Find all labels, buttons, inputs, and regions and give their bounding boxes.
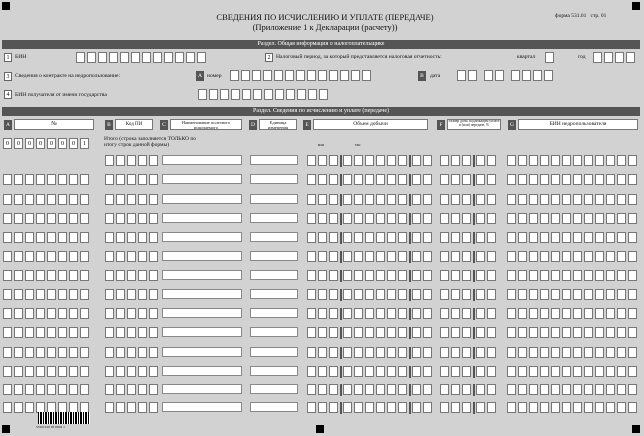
share-fraction-input[interactable] <box>476 213 498 224</box>
year-label: год <box>578 54 586 60</box>
row-number-digit: 0 <box>25 138 34 149</box>
volume-input[interactable] <box>343 270 409 281</box>
decimal-separator <box>473 327 475 339</box>
user-bin-input[interactable] <box>507 174 639 185</box>
unit-input[interactable] <box>250 155 298 165</box>
unit-input[interactable] <box>250 174 298 184</box>
share-fraction-input[interactable] <box>476 402 498 413</box>
row-number-input[interactable] <box>3 270 91 281</box>
volume-input[interactable] <box>307 174 340 185</box>
volume-input[interactable] <box>343 308 409 319</box>
share-fraction-input[interactable] <box>476 289 498 300</box>
share-fraction-input[interactable] <box>476 194 498 205</box>
decimal-separator <box>340 174 342 186</box>
corner-marker-top-left <box>2 2 10 10</box>
decimal-separator <box>473 347 475 359</box>
decimal-separator <box>409 232 411 244</box>
decimal-separator <box>409 213 411 225</box>
volume-input[interactable] <box>307 327 340 338</box>
decimal-separator <box>409 308 411 320</box>
field-4-number: 4 <box>4 90 12 99</box>
field-3-label: Сведения о контракте на недропользование: <box>15 73 121 79</box>
volume-sub-right: тыс <box>355 143 361 147</box>
row-number-input[interactable] <box>3 232 91 243</box>
field-4-label: БИН получателя от имени государства <box>15 92 107 98</box>
unit-input[interactable] <box>250 251 298 261</box>
unit-input[interactable] <box>250 232 298 242</box>
volume-fraction-input[interactable] <box>412 289 434 300</box>
mineral-name-input[interactable] <box>162 366 242 376</box>
volume-input[interactable] <box>343 402 409 413</box>
volume-fraction-input[interactable] <box>412 270 434 281</box>
form-title <box>170 12 480 32</box>
row-number-digit: 0 <box>3 138 12 149</box>
user-bin-input[interactable] <box>507 213 639 224</box>
mineral-name-input[interactable] <box>162 194 242 204</box>
total-note: Итого (строка заполняется ТОЛЬКО по итогу строк данной формы) <box>104 136 197 148</box>
pi-code-input[interactable] <box>105 289 160 300</box>
form-number <box>555 13 606 19</box>
decimal-separator <box>473 270 475 282</box>
share-input[interactable] <box>440 384 473 395</box>
contract-date-year[interactable] <box>511 70 555 81</box>
unit-input[interactable] <box>250 347 298 357</box>
contract-number-input[interactable] <box>230 70 373 81</box>
field-2-label: Налоговый период, за который представляется налоговая отчетность: <box>276 54 442 60</box>
mineral-name-input[interactable] <box>162 270 242 280</box>
contract-date-key: B <box>418 71 426 81</box>
decimal-separator <box>473 174 475 186</box>
user-bin-input[interactable] <box>507 308 639 319</box>
contract-date-label: дата <box>430 73 441 79</box>
pi-code-input[interactable] <box>105 327 160 338</box>
corner-marker-top-right <box>632 2 640 10</box>
unit-input[interactable] <box>250 308 298 318</box>
row-number-input[interactable] <box>3 308 91 319</box>
volume-input[interactable] <box>343 174 409 185</box>
share-fraction-input[interactable] <box>476 327 498 338</box>
volume-fraction-input[interactable] <box>412 347 434 358</box>
col-d-header: Единица измерения <box>259 119 297 130</box>
mineral-name-input[interactable] <box>162 174 242 184</box>
share-input[interactable] <box>440 213 473 224</box>
decimal-separator <box>340 155 342 167</box>
col-f-header: Размер доли, подлежащей уплате и (или) передаче, % <box>447 119 501 130</box>
decimal-separator <box>409 347 411 359</box>
share-fraction-input[interactable] <box>476 155 498 166</box>
unit-input[interactable] <box>250 366 298 376</box>
row-number-digit: 0 <box>14 138 23 149</box>
corner-marker-bottom-left <box>2 425 10 433</box>
corner-marker-bottom-right <box>632 425 640 433</box>
pi-code-input[interactable] <box>105 308 160 319</box>
volume-input[interactable] <box>307 366 340 377</box>
share-input[interactable] <box>440 155 473 166</box>
volume-input[interactable] <box>307 289 340 300</box>
share-input[interactable] <box>440 270 473 281</box>
row-number-input[interactable] <box>3 213 91 224</box>
user-bin-input[interactable] <box>507 347 639 358</box>
unit-input[interactable] <box>250 327 298 337</box>
decimal-separator <box>473 289 475 301</box>
decimal-separator <box>409 289 411 301</box>
col-a-header: № <box>14 119 94 130</box>
decimal-separator <box>473 251 475 263</box>
share-fraction-input[interactable] <box>476 270 498 281</box>
volume-input[interactable] <box>307 347 340 358</box>
share-fraction-input[interactable] <box>476 347 498 358</box>
mineral-name-input[interactable] <box>162 155 242 165</box>
bin-input[interactable] <box>76 52 208 63</box>
section-general-info-band: Раздел. Общая информация о налогоплательщике <box>2 40 640 49</box>
contract-number-key: A <box>196 71 204 81</box>
row-number-input[interactable] <box>3 194 91 205</box>
user-bin-input[interactable] <box>507 270 639 281</box>
unit-input[interactable] <box>250 402 298 412</box>
volume-fraction-input[interactable] <box>412 251 434 262</box>
mineral-name-input[interactable] <box>162 289 242 299</box>
volume-input[interactable] <box>307 270 340 281</box>
col-c-header: Наименование полезного ископаемого <box>170 119 242 130</box>
share-input[interactable] <box>440 232 473 243</box>
form-label: форма 531.01 <box>555 13 587 19</box>
user-bin-input[interactable] <box>507 366 639 377</box>
user-bin-input[interactable] <box>507 289 639 300</box>
mineral-name-input[interactable] <box>162 251 242 261</box>
decimal-separator <box>340 270 342 282</box>
col-c-key: C <box>160 120 168 130</box>
decimal-separator <box>473 194 475 206</box>
barcode <box>38 412 90 424</box>
share-input[interactable] <box>440 347 473 358</box>
share-fraction-input[interactable] <box>476 251 498 262</box>
row-number-cells <box>3 138 91 149</box>
row-number-digit: 0 <box>69 138 78 149</box>
share-input[interactable] <box>440 402 473 413</box>
decimal-separator <box>340 194 342 206</box>
user-bin-input[interactable] <box>507 155 639 166</box>
page-label: стр. 01 <box>590 13 607 19</box>
decimal-separator <box>473 366 475 378</box>
pi-code-input[interactable] <box>105 270 160 281</box>
col-g-key: G <box>508 120 516 130</box>
pi-code-input[interactable] <box>105 402 160 413</box>
decimal-separator <box>340 347 342 359</box>
share-input[interactable] <box>440 251 473 262</box>
user-bin-input[interactable] <box>507 327 639 338</box>
col-e-key: E <box>303 120 311 130</box>
volume-fraction-input[interactable] <box>412 213 434 224</box>
contract-date-day[interactable] <box>457 70 479 81</box>
volume-input[interactable] <box>307 402 340 413</box>
col-b-header: Код ПИ <box>115 119 153 130</box>
decimal-separator <box>340 213 342 225</box>
col-a-key: A <box>4 120 12 130</box>
recipient-bin-input[interactable] <box>198 89 330 100</box>
col-d-key: D <box>249 120 257 130</box>
decimal-separator <box>340 232 342 244</box>
decimal-separator <box>409 194 411 206</box>
field-3-number: 3 <box>4 72 12 81</box>
row-number-input[interactable] <box>3 289 91 300</box>
decimal-separator <box>340 308 342 320</box>
decimal-separator <box>409 270 411 282</box>
user-bin-input[interactable] <box>507 402 639 413</box>
mineral-name-input[interactable] <box>162 308 242 318</box>
pi-code-input[interactable] <box>105 174 160 185</box>
section-calculation-band: Раздел. Сведения по исчислению и уплате (передаче) <box>2 107 640 116</box>
decimal-separator <box>340 384 342 396</box>
mineral-name-input[interactable] <box>162 232 242 242</box>
form-subtitle: (Приложение 1 к Декларации (расчету)) <box>252 22 398 32</box>
decimal-separator <box>473 155 475 167</box>
share-input[interactable] <box>440 289 473 300</box>
row-number-digit: 0 <box>36 138 45 149</box>
pi-code-input[interactable] <box>105 194 160 205</box>
col-b-key: B <box>105 120 113 130</box>
unit-input[interactable] <box>250 384 298 394</box>
user-bin-input[interactable] <box>507 232 639 243</box>
volume-fraction-input[interactable] <box>412 194 434 205</box>
row-number-input[interactable] <box>3 251 91 262</box>
form-title-main: СВЕДЕНИЯ ПО ИСЧИСЛЕНИЮ И УПЛАТЕ (ПЕРЕДАЧЕ) <box>216 12 434 22</box>
col-g-header: БИН недропользователя <box>518 119 638 130</box>
volume-input[interactable] <box>343 155 409 166</box>
row-number-input[interactable] <box>3 327 91 338</box>
unit-input[interactable] <box>250 270 298 280</box>
decimal-separator <box>409 402 411 414</box>
volume-fraction-input[interactable] <box>412 366 434 377</box>
decimal-separator <box>473 308 475 320</box>
volume-fraction-input[interactable] <box>412 384 434 395</box>
volume-input[interactable] <box>307 251 340 262</box>
contract-number-label: номер <box>207 73 222 79</box>
decimal-separator <box>473 402 475 414</box>
share-input[interactable] <box>440 174 473 185</box>
volume-fraction-input[interactable] <box>412 402 434 413</box>
unit-input[interactable] <box>250 213 298 223</box>
share-fraction-input[interactable] <box>476 366 498 377</box>
pi-code-input[interactable] <box>105 347 160 358</box>
volume-input[interactable] <box>307 194 340 205</box>
row-number-digit: 0 <box>47 138 56 149</box>
volume-fraction-input[interactable] <box>412 155 434 166</box>
pi-code-input[interactable] <box>105 213 160 224</box>
decimal-separator <box>409 384 411 396</box>
decimal-separator <box>340 251 342 263</box>
volume-input[interactable] <box>343 327 409 338</box>
corner-marker-bottom-center <box>316 425 324 433</box>
volume-fraction-input[interactable] <box>412 174 434 185</box>
mineral-name-input[interactable] <box>162 327 242 337</box>
volume-input[interactable] <box>307 308 340 319</box>
decimal-separator <box>409 174 411 186</box>
pi-code-input[interactable] <box>105 366 160 377</box>
volume-input[interactable] <box>307 155 340 166</box>
volume-input[interactable] <box>343 213 409 224</box>
decimal-separator <box>340 366 342 378</box>
decimal-separator <box>340 402 342 414</box>
share-input[interactable] <box>440 194 473 205</box>
share-fraction-input[interactable] <box>476 308 498 319</box>
user-bin-input[interactable] <box>507 384 639 395</box>
decimal-separator <box>473 232 475 244</box>
mineral-name-input[interactable] <box>162 402 242 412</box>
contract-date-month[interactable] <box>484 70 506 81</box>
col-e-header: Объем добычи <box>313 119 428 130</box>
decimal-separator <box>409 327 411 339</box>
volume-sub-left: млн <box>318 143 324 147</box>
mineral-name-input[interactable] <box>162 384 242 394</box>
row-number-input[interactable] <box>3 384 91 395</box>
volume-input[interactable] <box>343 251 409 262</box>
field-1-number: 1 <box>4 53 12 62</box>
year-input[interactable] <box>593 52 637 63</box>
volume-fraction-input[interactable] <box>412 232 434 243</box>
pi-code-input[interactable] <box>105 155 160 166</box>
decimal-separator <box>409 155 411 167</box>
barcode-number: 53101010 05 0002 1 <box>36 425 65 429</box>
user-bin-input[interactable] <box>507 251 639 262</box>
decimal-separator <box>409 366 411 378</box>
volume-input[interactable] <box>307 213 340 224</box>
row-number-input[interactable] <box>3 366 91 377</box>
share-fraction-input[interactable] <box>476 384 498 395</box>
volume-input[interactable] <box>343 194 409 205</box>
volume-input[interactable] <box>307 384 340 395</box>
pi-code-input[interactable] <box>105 384 160 395</box>
pi-code-input[interactable] <box>105 251 160 262</box>
mineral-name-input[interactable] <box>162 213 242 223</box>
row-number-input[interactable] <box>3 174 91 185</box>
unit-input[interactable] <box>250 194 298 204</box>
decimal-separator <box>340 289 342 301</box>
pi-code-input[interactable] <box>105 232 160 243</box>
share-input[interactable] <box>440 308 473 319</box>
decimal-separator <box>340 327 342 339</box>
decimal-separator <box>409 251 411 263</box>
volume-input[interactable] <box>343 232 409 243</box>
field-1-label: БИН <box>15 54 27 60</box>
volume-input[interactable] <box>343 347 409 358</box>
share-fraction-input[interactable] <box>476 232 498 243</box>
volume-input[interactable] <box>307 232 340 243</box>
volume-fraction-input[interactable] <box>412 327 434 338</box>
decimal-separator <box>473 213 475 225</box>
quarter-label: квартал <box>517 54 536 60</box>
row-number-input[interactable] <box>3 347 91 358</box>
row-number-digit: 1 <box>80 138 89 149</box>
share-input[interactable] <box>440 327 473 338</box>
user-bin-input[interactable] <box>507 194 639 205</box>
volume-input[interactable] <box>343 384 409 395</box>
row-number-digit: 0 <box>58 138 67 149</box>
share-input[interactable] <box>440 366 473 377</box>
volume-fraction-input[interactable] <box>412 308 434 319</box>
unit-input[interactable] <box>250 289 298 299</box>
volume-input[interactable] <box>343 289 409 300</box>
share-fraction-input[interactable] <box>476 174 498 185</box>
decimal-separator <box>473 384 475 396</box>
mineral-name-input[interactable] <box>162 347 242 357</box>
col-f-key: F <box>437 120 445 130</box>
field-2-number: 2 <box>265 53 273 62</box>
volume-input[interactable] <box>343 366 409 377</box>
quarter-input[interactable] <box>545 52 556 63</box>
